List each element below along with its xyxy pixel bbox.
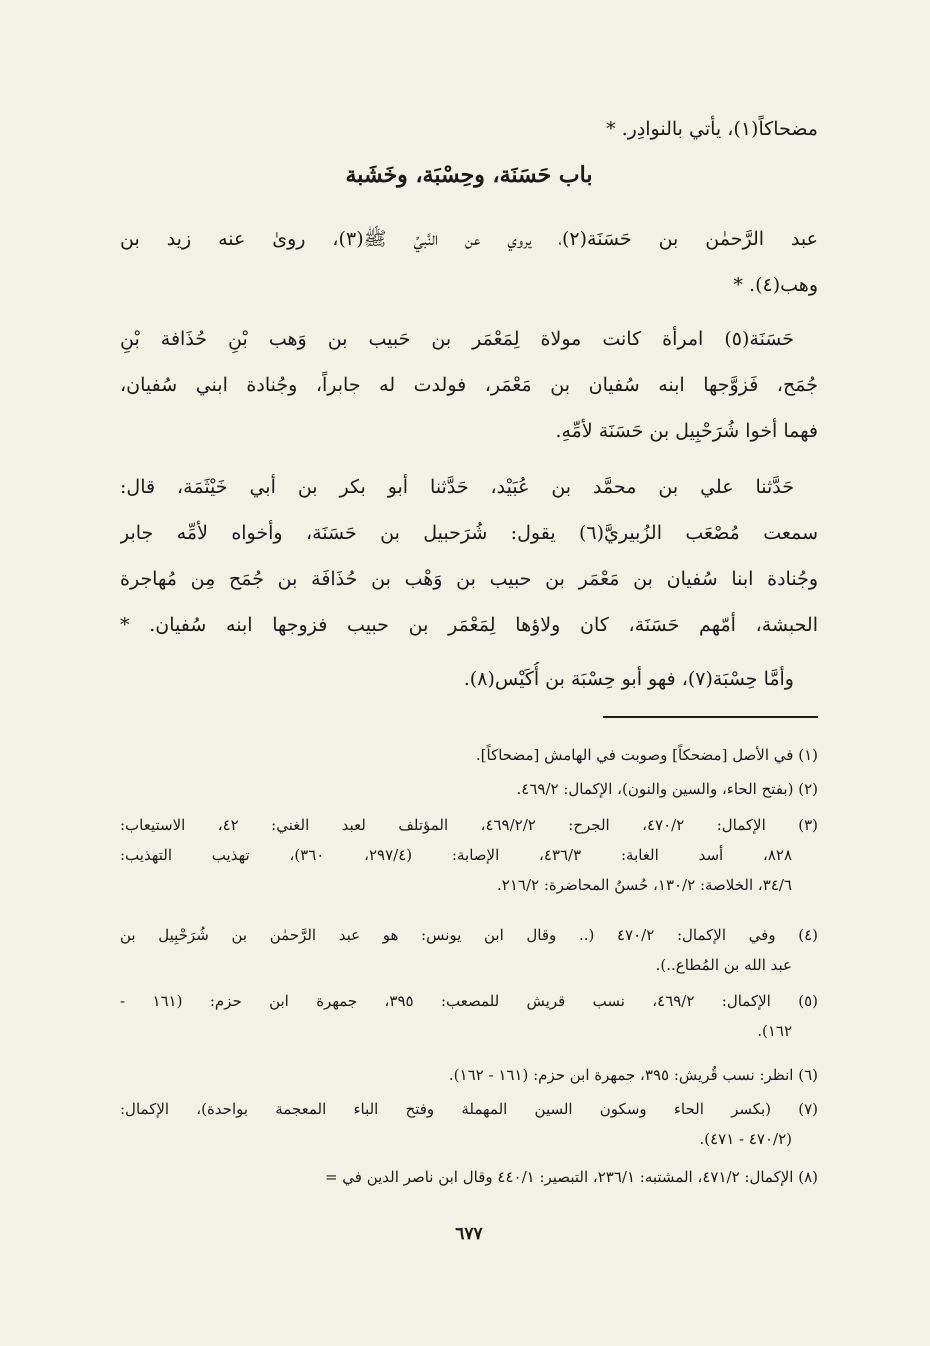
footnote: (٨) الإكمال: ٤٧١/٢، المشتبه: ٢٣٦/١، التبصير: ٤٤٠/١ وقال ابن ناصر الدين في = xyxy=(324,1168,818,1186)
footnote: (١) في الأصل [مضحكاً] وصوبت في الهامش [مضحاكاً]. xyxy=(475,746,818,764)
text-line: فهما أخوا شُرَحْبِيل بن حَسَنَة لأمِّهِ. xyxy=(555,420,818,442)
footnote: ٨٢٨، أسد الغابة: ٤٣٦/٣، الإصابة: (٢٩٧/٤، ٣٦٠)، تهذيب التهذيب: xyxy=(120,846,793,864)
footnote: ٣٤/٦، الخلاصة: ١٣٠/٢، حُسنُ المحاضرة: ٢١٦/٢. xyxy=(497,876,792,894)
footnote: (٥) الإكمال: ٤٦٩/٢، نسب قريش للمصعب: ٣٩٥، جمهرة ابن حزم: (١٦١ - xyxy=(120,992,818,1010)
footnote: (٣) الإكمال: ٤٧٠/٢، الجرح: ٤٦٩/٢/٢، المؤتلف لعبد الغني: ٤٢، الاستيعاب: xyxy=(120,816,818,834)
text-line: جُمَح، فَزوَّجها ابنه سُفيان بن مَعْمَر، فولدت له جابراً، وجُنادة ابني سُفيان، xyxy=(120,374,818,396)
footnote-separator xyxy=(603,716,818,718)
text-line: عبد الرَّحمٰن بن حَسَنَة(٢)، يروي عن النَّبيِّ ﷺ(٣)، روىٰ عنه زيد بن xyxy=(120,228,818,250)
page-number: ٦٧٧ xyxy=(455,1224,483,1244)
text-line: مضحاكاً(١)، يأتي بالنوادِر. * xyxy=(606,118,818,140)
footnote: عبد الله بن المُطاع..). xyxy=(655,956,792,974)
chapter-heading: باب حَسَنَة، وحِسْبَة، وخَشَبة xyxy=(345,162,593,188)
footnote: ١٦٢). xyxy=(757,1022,792,1040)
text-line: وأمَّا حِسْبَة(٧)، فهو أبو حِسْبَة بن أُكَيْس(٨). xyxy=(463,668,794,690)
footnote: (٧) (بكسر الحاء وسكون السين المهملة وفتح الباء المعجمة بواحدة)، الإكمال: xyxy=(120,1100,818,1118)
text-line: وهب(٤). * xyxy=(733,274,818,296)
text-line: الحبشة، أمّهم حَسَنَة، كان ولاؤها لِمَعْمَر بن حبيب فزوجها ابنه سُفيان. * xyxy=(120,614,818,636)
footnote: (٤٧٠/٢ - ٤٧١). xyxy=(699,1130,792,1148)
page-body xyxy=(120,100,818,1346)
footnote: (٤) وفي الإكمال: ٤٧٠/٢ (.. وقال ابن يونس: هو عبد الرَّحمٰن بن شُرَحْبِيل بن xyxy=(120,926,818,944)
footnote: (٦) انظر: نسب قُريش: ٣٩٥، جمهرة ابن حزم: (١٦١ - ١٦٢). xyxy=(448,1066,818,1084)
footnote: (٢) (بفتح الحاء، والسين والنون)، الإكمال: ٤٦٩/٢. xyxy=(516,780,818,798)
text-line: حَدَّثنا علي بن محمَّد بن عُبَيْد، حَدَّثنا أبو بكر بن أبي خَيْثَمَة، قال: xyxy=(120,476,794,498)
text-line: سمعت مُصْعَب الزُبيريَّ(٦) يقول: شُرَحبيل بن حَسَنَة، وأخواه لأمِّه جابر xyxy=(120,522,818,544)
text-line: حَسَنَة(٥) امرأة كانت مولاة لِمَعْمَر بن حَبيب بن وَهب بْنِ حُذَافة بْنِ xyxy=(120,328,794,350)
text-line: وجُنادة ابنا سُفيان بن مَعْمَر بن حبيب بن وَهْب بن حُذَافَة بن جُمَح مِن مُهاجرة xyxy=(120,568,818,590)
